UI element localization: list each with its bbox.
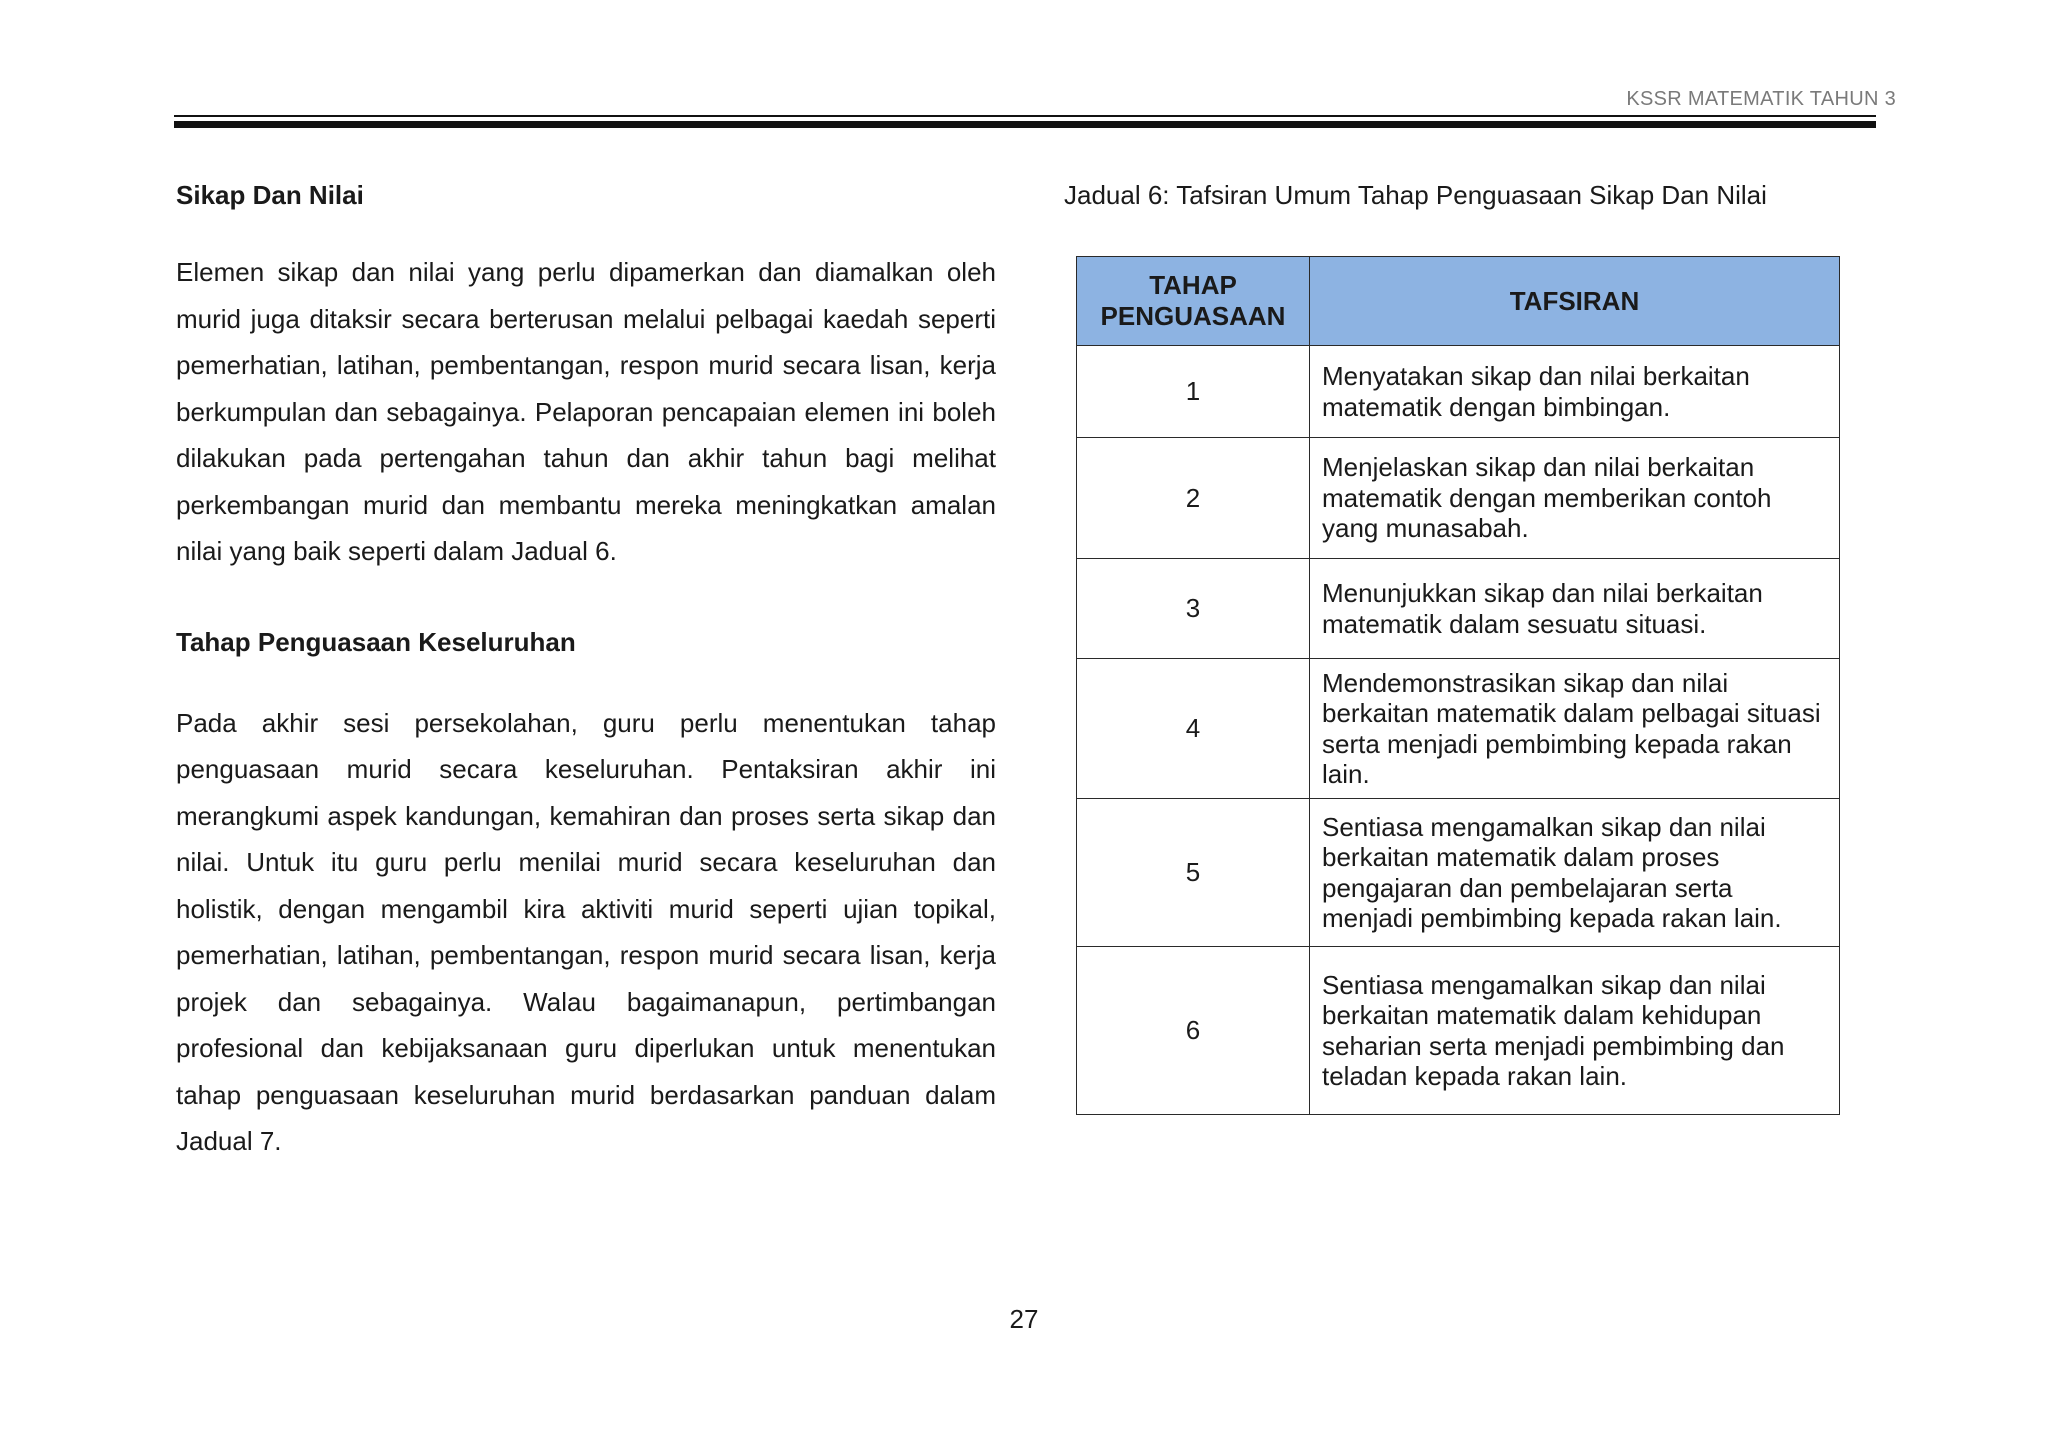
description-cell: Sentiasa mengamalkan sikap dan nilai berkaitan matematik dalam kehidupan seharian serta menjadi pembimbing dan teladan kepada rakan lain.	[1310, 947, 1840, 1115]
table-caption: Jadual 6: Tafsiran Umum Tahap Penguasaan Sikap Dan Nilai	[1064, 180, 1767, 210]
header-rule-thick	[174, 121, 1876, 128]
right-column	[1064, 176, 1767, 211]
page-number: 27	[1009, 1304, 1039, 1334]
description-cell: Menjelaskan sikap dan nilai berkaitan matematik dengan memberikan contoh yang munasabah.	[1310, 438, 1840, 559]
running-header: KSSR MATEMATIK TAHUN 3	[1626, 88, 1896, 110]
section-heading-sikap-dan-nilai: Sikap Dan Nilai	[176, 180, 364, 210]
table-row	[1077, 947, 1840, 1115]
table-row	[1077, 559, 1840, 659]
level-cell: 2	[1077, 438, 1310, 559]
table-row	[1077, 438, 1840, 559]
table-row	[1077, 346, 1840, 438]
level-cell: 1	[1077, 346, 1310, 438]
header-tafsiran: TAFSIRAN	[1310, 257, 1840, 346]
level-cell: 3	[1077, 559, 1310, 659]
description-cell: Mendemonstrasikan sikap dan nilai berkaitan matematik dalam pelbagai situasi serta menjadi pembimbing kepada rakan lain.	[1310, 659, 1840, 799]
header-rule-thin	[174, 115, 1876, 117]
description-cell: Menunjukkan sikap dan nilai berkaitan matematik dalam sesuatu situasi.	[1310, 559, 1840, 659]
section-paragraph-sikap-dan-nilai: Elemen sikap dan nilai yang perlu dipamerkan dan diamalkan oleh murid juga ditaksir secara berterusan melalui pelbagai kaedah seperti pemerhatian, latihan, pembentangan, respon murid secara lisan, kerja berkumpulan dan sebagainya. Pelaporan pencapaian elemen ini boleh dilakukan pada pertengahan tahun dan akhir tahun bagi melihat perkembangan murid dan membantu mereka meningkatkan amalan nilai yang baik seperti dalam Jadual 6.	[176, 257, 996, 566]
level-cell: 4	[1077, 659, 1310, 799]
header-tahap-penguasaan: TAHAP PENGUASAAN	[1077, 257, 1310, 346]
level-cell: 6	[1077, 947, 1310, 1115]
table-row	[1077, 659, 1840, 799]
table-header-row	[1077, 257, 1840, 346]
table-row	[1077, 799, 1840, 947]
section-heading-tahap-penguasaan: Tahap Penguasaan Keseluruhan	[176, 626, 576, 657]
level-cell: 5	[1077, 799, 1310, 947]
left-column	[176, 176, 996, 1165]
assessment-table	[1076, 256, 1840, 1115]
description-cell: Menyatakan sikap dan nilai berkaitan matematik dengan bimbingan.	[1310, 346, 1840, 438]
description-cell: Sentiasa mengamalkan sikap dan nilai berkaitan matematik dalam proses pengajaran dan pembelajaran serta menjadi pembimbing kepada rakan lain.	[1310, 799, 1840, 947]
section-paragraph-tahap-penguasaan: Pada akhir sesi persekolahan, guru perlu menentukan tahap penguasaan murid secara keseluruhan. Pentaksiran akhir ini merangkumi aspek kandungan, kemahiran dan proses serta sikap dan nilai. Untuk itu guru perlu menilai murid secara keseluruhan dan holistik, dengan mengambil kira aktiviti murid seperti ujian topikal, pemerhatian, latihan, pembentangan, respon murid secara lisan, kerja projek dan sebagainya. Walau bagaimanapun, pertimbangan profesional dan kebijaksanaan guru diperlukan untuk menentukan tahap penguasaan keseluruhan murid berdasarkan panduan dalam Jadual 7.	[176, 707, 996, 1156]
